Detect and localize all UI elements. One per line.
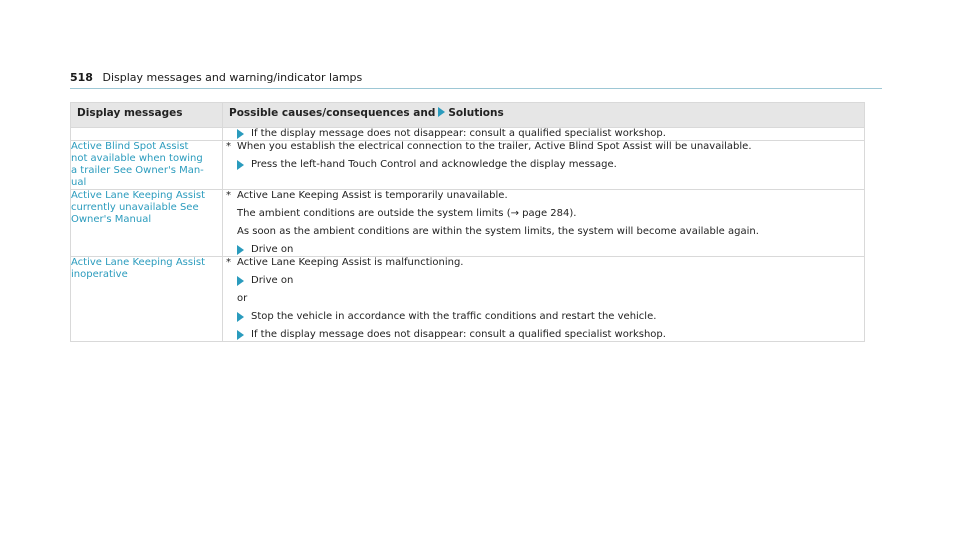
display-message-line: a trailer See Owner's Man-: [71, 165, 204, 176]
display-message-line: ual: [71, 177, 87, 188]
display-message-line: Active Lane Keeping Assist: [71, 257, 206, 268]
step-arrow-icon: [237, 160, 244, 170]
solution-step: If the display message does not disappear: consult a qualified specialist workshop.: [223, 329, 864, 341]
table-row: [71, 128, 865, 141]
cause-text: * Active Lane Keeping Assist is malfunctioning.: [226, 257, 464, 268]
solution-step: Press the left-hand Touch Control and acknowledge the display message.: [223, 159, 864, 171]
table-row: [71, 190, 865, 257]
table-header-row: [71, 103, 865, 128]
display-message-line: Active Lane Keeping Assist: [71, 190, 206, 201]
step-arrow-icon: [237, 330, 244, 340]
causes-solutions: [223, 190, 865, 257]
solution-step: Stop the vehicle in accordance with the traffic conditions and restart the vehicle.: [223, 311, 864, 323]
display-message: [71, 128, 223, 141]
cause-marker: *: [226, 141, 231, 152]
consequence-text: The ambient conditions are outside the system limits (→ page 284).: [237, 208, 577, 219]
solution-step: Drive on: [223, 275, 864, 287]
table-body: [71, 128, 865, 342]
page-title: Display messages and warning/indicator lamps: [102, 71, 363, 84]
cause-text: * When you establish the electrical connection to the trailer, Active Blind Spot Assist will be unavailable.: [226, 141, 752, 152]
solution-arrow-icon: [438, 107, 445, 117]
step-arrow-icon: [237, 312, 244, 322]
solution-step: Drive on: [223, 244, 864, 256]
table-row: [71, 257, 865, 342]
cause-marker: *: [226, 257, 231, 268]
display-message-line: inoperative: [71, 269, 128, 280]
display-message-line: Owner's Manual: [71, 214, 152, 225]
display-message: [71, 190, 223, 257]
causes-solutions: [223, 141, 865, 190]
display-message-line: Active Blind Spot Assist: [71, 141, 189, 152]
causes-solutions: [223, 257, 865, 342]
page-header: [70, 70, 882, 86]
page-number: 518: [70, 71, 93, 84]
step-arrow-icon: [237, 245, 244, 255]
consequence-text: As soon as the ambient conditions are within the system limits, the system will become available again.: [237, 226, 759, 237]
step-arrow-icon: [237, 129, 244, 139]
display-message-line: not available when towing: [71, 153, 203, 164]
step-arrow-icon: [237, 276, 244, 286]
header-causes-solutions: [223, 103, 865, 128]
display-message: [71, 257, 223, 342]
display-messages-table: [70, 102, 865, 342]
solution-step: If the display message does not disappear: consult a qualified specialist workshop.: [223, 128, 864, 140]
cause-text: * Active Lane Keeping Assist is temporarily unavailable.: [226, 190, 508, 201]
display-message-line: currently unavailable See: [71, 202, 199, 213]
header-solutions: Solutions: [448, 107, 504, 119]
table-row: [71, 141, 865, 190]
consequence-text: or: [237, 293, 248, 304]
header-causes: Possible causes/consequences and: [229, 107, 436, 119]
header-rule: [70, 88, 882, 89]
cause-marker: *: [226, 190, 231, 201]
causes-solutions: [223, 128, 865, 141]
header-display-messages: Display messages: [71, 103, 223, 128]
display-message: [71, 141, 223, 190]
